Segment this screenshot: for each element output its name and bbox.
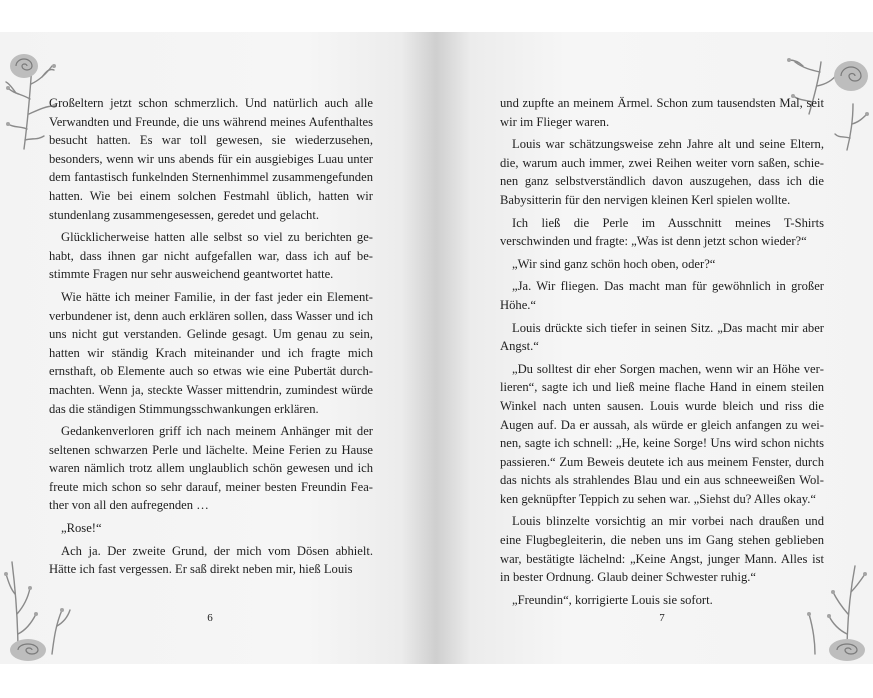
left-page-text [49, 94, 373, 583]
page-number: 6 [207, 612, 213, 624]
paragraph: Großeltern jetzt schon schmerzlich. Und natürlich auch alle Verwandten und Freunde, die uns während meines Aufenthaltes besucht hatten. Es war toll gewesen, sie wiederzusehen, besonders, wenn wir uns abends für ein ausgiebiges Luau unter dem fantastisch funkelnden Sternenhimmel zusammengefunden hatten. Wie bei einem solchen Festmahl üblich, hatten wir stundenlang zusammengesessen, geredet und gelacht. [49, 96, 373, 222]
paragraph: „Du solltest dir eher Sorgen machen, wenn wir an Höhe verlieren“, sagte ich und ließ meine flache Hand in einem steilen Winkel nach unten sausen. Louis wurde bleich und riss die Augen auf. Da er aussah, als würde er gleich anfangen zu weinen, sagte ich schnell: „He, keine Sorge! Uns wird schon nichts passieren.“ Zum Beweis deutete ich aus meinem Fenster, durch das nichts als strahlendes Blau und ein aus schneeweißen Wolken geknüpfter Teppich zu sehen war. „Siehst du? Alles okay.“ [500, 361, 824, 506]
paragraph: Wie hätte ich meiner Familie, in der fast jeder ein Elementverbundener ist, denn auch erklären sollen, dass Wasser und ich uns nicht gut verstanden. Gelinde gesagt. Um genau zu sein, hatten wir ständig Krach miteinander und ich fragte mich ernsthaft, ob Elemente auch so etwas wie eine Pubertät durchmachten. Wenn ja, steckte Wasser mittendrin, zumindest würde das die ständigen Stimmungsschwankungen erklären. [49, 289, 373, 416]
book-spread [0, 32, 873, 664]
paragraph: Glücklicherweise hatten alle selbst so viel zu berichten gehabt, dass ihnen gar nicht aufgefallen war, dass ich auf bestimmte Fragen nur sehr ausweichend geantwortet hatte. [49, 230, 373, 282]
paragraph: „Ja. Wir fliegen. Das macht man für gewöhnlich in großer Höhe.“ [500, 279, 824, 312]
paragraph: Gedankenverloren griff ich nach meinem Anhänger mit der seltenen schwarzen Perle und lächelte. Meine Ferien zu Hause waren nämlich trotz allem unglaublich schön gewesen und ich freute mich schon so sehr darauf, meiner besten Freundin Feather von all den aufregenden … [49, 424, 373, 513]
paragraph: Ich ließ die Perle im Ausschnitt meines T-Shirts verschwinden und fragte: „Was ist denn jetzt schon wieder?“ [500, 215, 824, 249]
paragraph: Louis war schätzungsweise zehn Jahre alt und seine Eltern, die, warum auch immer, zwei Reihen weiter vorn saßen, schienen ganz selbstverständlich davon auszugehen, dass ich die Babysitterin für den nervigen kleinen Kerl spielen wollte. [500, 137, 824, 207]
paragraph: Louis blinzelte vorsichtig an mir vorbei nach draußen und eine Flugbegleiterin, die neben uns im Gang stehen geblieben war, bestätigte lächelnd: „Keine Angst, junger Mann. Alles ist in bester Ordnung. Glaub deiner Schwester ruhig.“ [500, 514, 824, 585]
paragraph: „Rose!“ [61, 521, 102, 536]
paragraph: Louis drückte sich tiefer in seinen Sitz. „Das macht mir aber Angst.“ [500, 320, 824, 354]
right-page-text [500, 94, 824, 613]
left-page [0, 32, 436, 664]
paragraph: „Wir sind ganz schön hoch oben, oder?“ [512, 256, 716, 271]
paragraph: „Freundin“, korrigierte Louis sie sofort. [512, 592, 713, 607]
paragraph: Ach ja. Der zweite Grund, der mich vom Dösen abhielt. Hätte ich fast vergessen. Er saß direkt neben mir, hieß Louis [49, 543, 373, 577]
page-number: 7 [659, 612, 665, 624]
paragraph: und zupfte an meinem Ärmel. Schon zum tausendsten Mal, seit wir im Flieger waren. [500, 96, 824, 129]
right-page [436, 32, 873, 664]
